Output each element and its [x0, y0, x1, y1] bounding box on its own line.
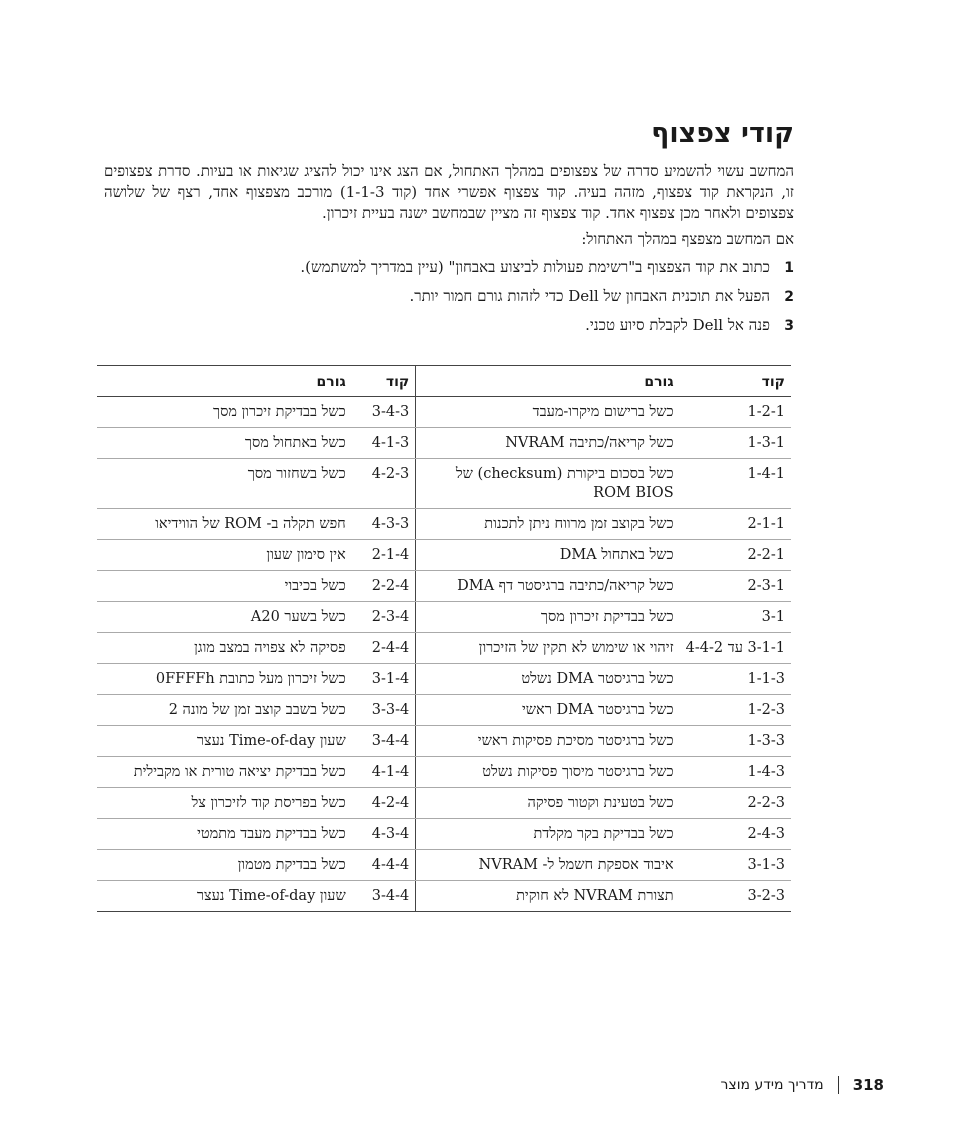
cause-text: כשל בסכום ביקורת (checksum) של ROM BIOS — [416, 459, 680, 509]
column-header-cause: גורם — [97, 366, 352, 397]
beep-code: 4-2-3 — [352, 459, 416, 509]
cause-text: כשל באתחול מסך — [97, 428, 352, 459]
table-row — [97, 459, 791, 509]
step-text: פנה אל Dell לקבלת סיוע טכני. — [585, 316, 770, 334]
cause-text: כשל ברגיסטר DMA ראשי — [416, 695, 680, 726]
table-header-row — [97, 366, 791, 397]
beep-code: 1-3-1 — [680, 428, 791, 459]
guide-title: מדריך מידע מוצר — [720, 1077, 824, 1093]
table-row — [97, 428, 791, 459]
page-number: 318 — [852, 1076, 884, 1094]
beep-code: 2-3-1 — [680, 571, 791, 602]
cause-text: איבוד אספקת חשמל ל- NVRAM — [416, 850, 680, 881]
column-header-code: קוד — [680, 366, 791, 397]
cause-text: כשל ברגיסטר DMA נשלט — [416, 664, 680, 695]
steps-list — [104, 258, 794, 345]
beep-code: 3-2-3 — [680, 881, 791, 912]
page-title: קודי צפצוף — [651, 118, 794, 149]
cause-text: כשל בשחזור מסך — [97, 459, 352, 509]
table-row — [97, 788, 791, 819]
cause-text: כשל בבדיקת בקר מקלדת — [416, 819, 680, 850]
cause-text: כשל זיכרון מעל כתובת 0FFFFh — [97, 664, 352, 695]
cause-text: כשל ברגיסטר מסיכת פסיקות ראשי — [416, 726, 680, 757]
lead-sentence: אם המחשב מצפצף במהלך האתחול: — [581, 230, 794, 248]
page-footer — [721, 1076, 885, 1094]
cause-text: כשל ברישום מיקרו-מעבד — [416, 397, 680, 428]
beep-code: 1-4-1 — [680, 459, 791, 509]
beep-code: 1-2-1 — [680, 397, 791, 428]
step-item — [104, 287, 794, 316]
step-number: 2 — [784, 289, 794, 305]
table-row — [97, 571, 791, 602]
cause-text: כשל בבדיקת מטמון — [97, 850, 352, 881]
cause-text: כשל ברגיסטר מיסוך פסיקות נשלט — [416, 757, 680, 788]
table-row — [97, 633, 791, 664]
cause-text: כשל קריאה/כתיבה NVRAM — [416, 428, 680, 459]
cause-text: כשל בטעינת וקטור פסיקה — [416, 788, 680, 819]
beep-codes-table — [97, 365, 791, 912]
cause-text: שעון Time-of-day נעצר — [97, 881, 352, 912]
intro-paragraph: המחשב עשוי להשמיע סדרה של צפצופים במהלך האתחול, אם הצג אינו יכול להציג שגיאות או בעיות. סדרת צפצופים זו, הנקראת קוד צפצוף, מזהה בעיה. קוד צפצוף אפשרי אחד (קוד 1-1-3) מורכב מצפצוף אחד, רצף של שלושה צפצופים ולאחר מכן צפצוף אחד. קוד צפצוף זה מציין שבמחשב ישנה בעיית זיכרון. — [104, 162, 794, 222]
table-row — [97, 850, 791, 881]
table-row — [97, 540, 791, 571]
beep-code: 3-4-3 — [352, 397, 416, 428]
beep-code: 1-3-3 — [680, 726, 791, 757]
cause-text: חפש תקלה ב- ROM של הווידיאו — [97, 509, 352, 540]
beep-code: 2-1-4 — [352, 540, 416, 571]
cause-text: כשל בבדיקת מעבד מתמטי — [97, 819, 352, 850]
beep-code: 2-1-1 — [680, 509, 791, 540]
beep-code: 3-1-4 — [352, 664, 416, 695]
beep-code: 3-1 — [680, 602, 791, 633]
beep-code: 1-4-3 — [680, 757, 791, 788]
cause-text: כשל בפריסת קוד לזיכרון צל — [97, 788, 352, 819]
cause-text: כשל באתחול DMA — [416, 540, 680, 571]
beep-code: 2-2-3 — [680, 788, 791, 819]
step-item — [104, 258, 794, 287]
beep-code: 4-1-3 — [352, 428, 416, 459]
beep-code: 2-2-1 — [680, 540, 791, 571]
footer-divider — [838, 1076, 839, 1094]
column-header-cause: גורם — [416, 366, 680, 397]
beep-code: 4-4-4 — [352, 850, 416, 881]
beep-code: 2-4-4 — [352, 633, 416, 664]
beep-code: 3-3-4 — [352, 695, 416, 726]
table-row — [97, 695, 791, 726]
step-item — [104, 316, 794, 345]
step-text: הפעל את תוכנית האבחון של Dell כדי לזהות גורם חמור יותר. — [409, 287, 770, 305]
step-number: 1 — [784, 260, 794, 276]
column-header-code: קוד — [352, 366, 416, 397]
table-row — [97, 602, 791, 633]
beep-code: 2-4-3 — [680, 819, 791, 850]
table-row — [97, 664, 791, 695]
beep-code: 3-4-4 — [352, 881, 416, 912]
table-row — [97, 757, 791, 788]
beep-code: 3-1-3 — [680, 850, 791, 881]
cause-text: תצורת NVRAM לא חוקית — [416, 881, 680, 912]
cause-text: כשל בכיבוי — [97, 571, 352, 602]
cause-text: שעון Time-of-day נעצר — [97, 726, 352, 757]
step-number: 3 — [784, 318, 794, 334]
beep-code: 1-2-3 — [680, 695, 791, 726]
beep-code: 4-3-3 — [352, 509, 416, 540]
table-row — [97, 397, 791, 428]
beep-code: 4-2-4 — [352, 788, 416, 819]
beep-code: 2-2-4 — [352, 571, 416, 602]
beep-code: 1-1-3 — [680, 664, 791, 695]
cause-text: כשל בשער A20 — [97, 602, 352, 633]
cause-text: זיהוי או שימוש לא תקין של הזיכרון — [416, 633, 680, 664]
cause-text: כשל בבדיקת זיכרון מסך — [97, 397, 352, 428]
cause-text: פסיקה לא צפויה במצב מוגן — [97, 633, 352, 664]
cause-text: כשל קריאה/כתיבה ברגיסטר דף DMA — [416, 571, 680, 602]
beep-code: 4-1-4 — [352, 757, 416, 788]
step-text: כתוב את קוד הצפצוף ב"רשימת פעולות לביצוע באבחון" (עיין במדריך למשתמש). — [300, 258, 770, 276]
table-body — [97, 397, 791, 912]
beep-code: 3-4-4 — [352, 726, 416, 757]
table-row — [97, 726, 791, 757]
beep-code: 2-3-4 — [352, 602, 416, 633]
cause-text: כשל בשבב קוצב זמן של מונה 2 — [97, 695, 352, 726]
cause-text: כשל בבדיקת יציאה טורית או מקבילית — [97, 757, 352, 788]
table-row — [97, 819, 791, 850]
beep-code: 4-3-4 — [352, 819, 416, 850]
table-row — [97, 881, 791, 912]
beep-code: 3-1-1 עד 4-4-2 — [680, 633, 791, 664]
cause-text: כשל בבדיקת זיכרון מסך — [416, 602, 680, 633]
table-row — [97, 509, 791, 540]
cause-text: אין סימון שעון — [97, 540, 352, 571]
cause-text: כשל בקוצב זמן מרווח ניתן לתכנות — [416, 509, 680, 540]
